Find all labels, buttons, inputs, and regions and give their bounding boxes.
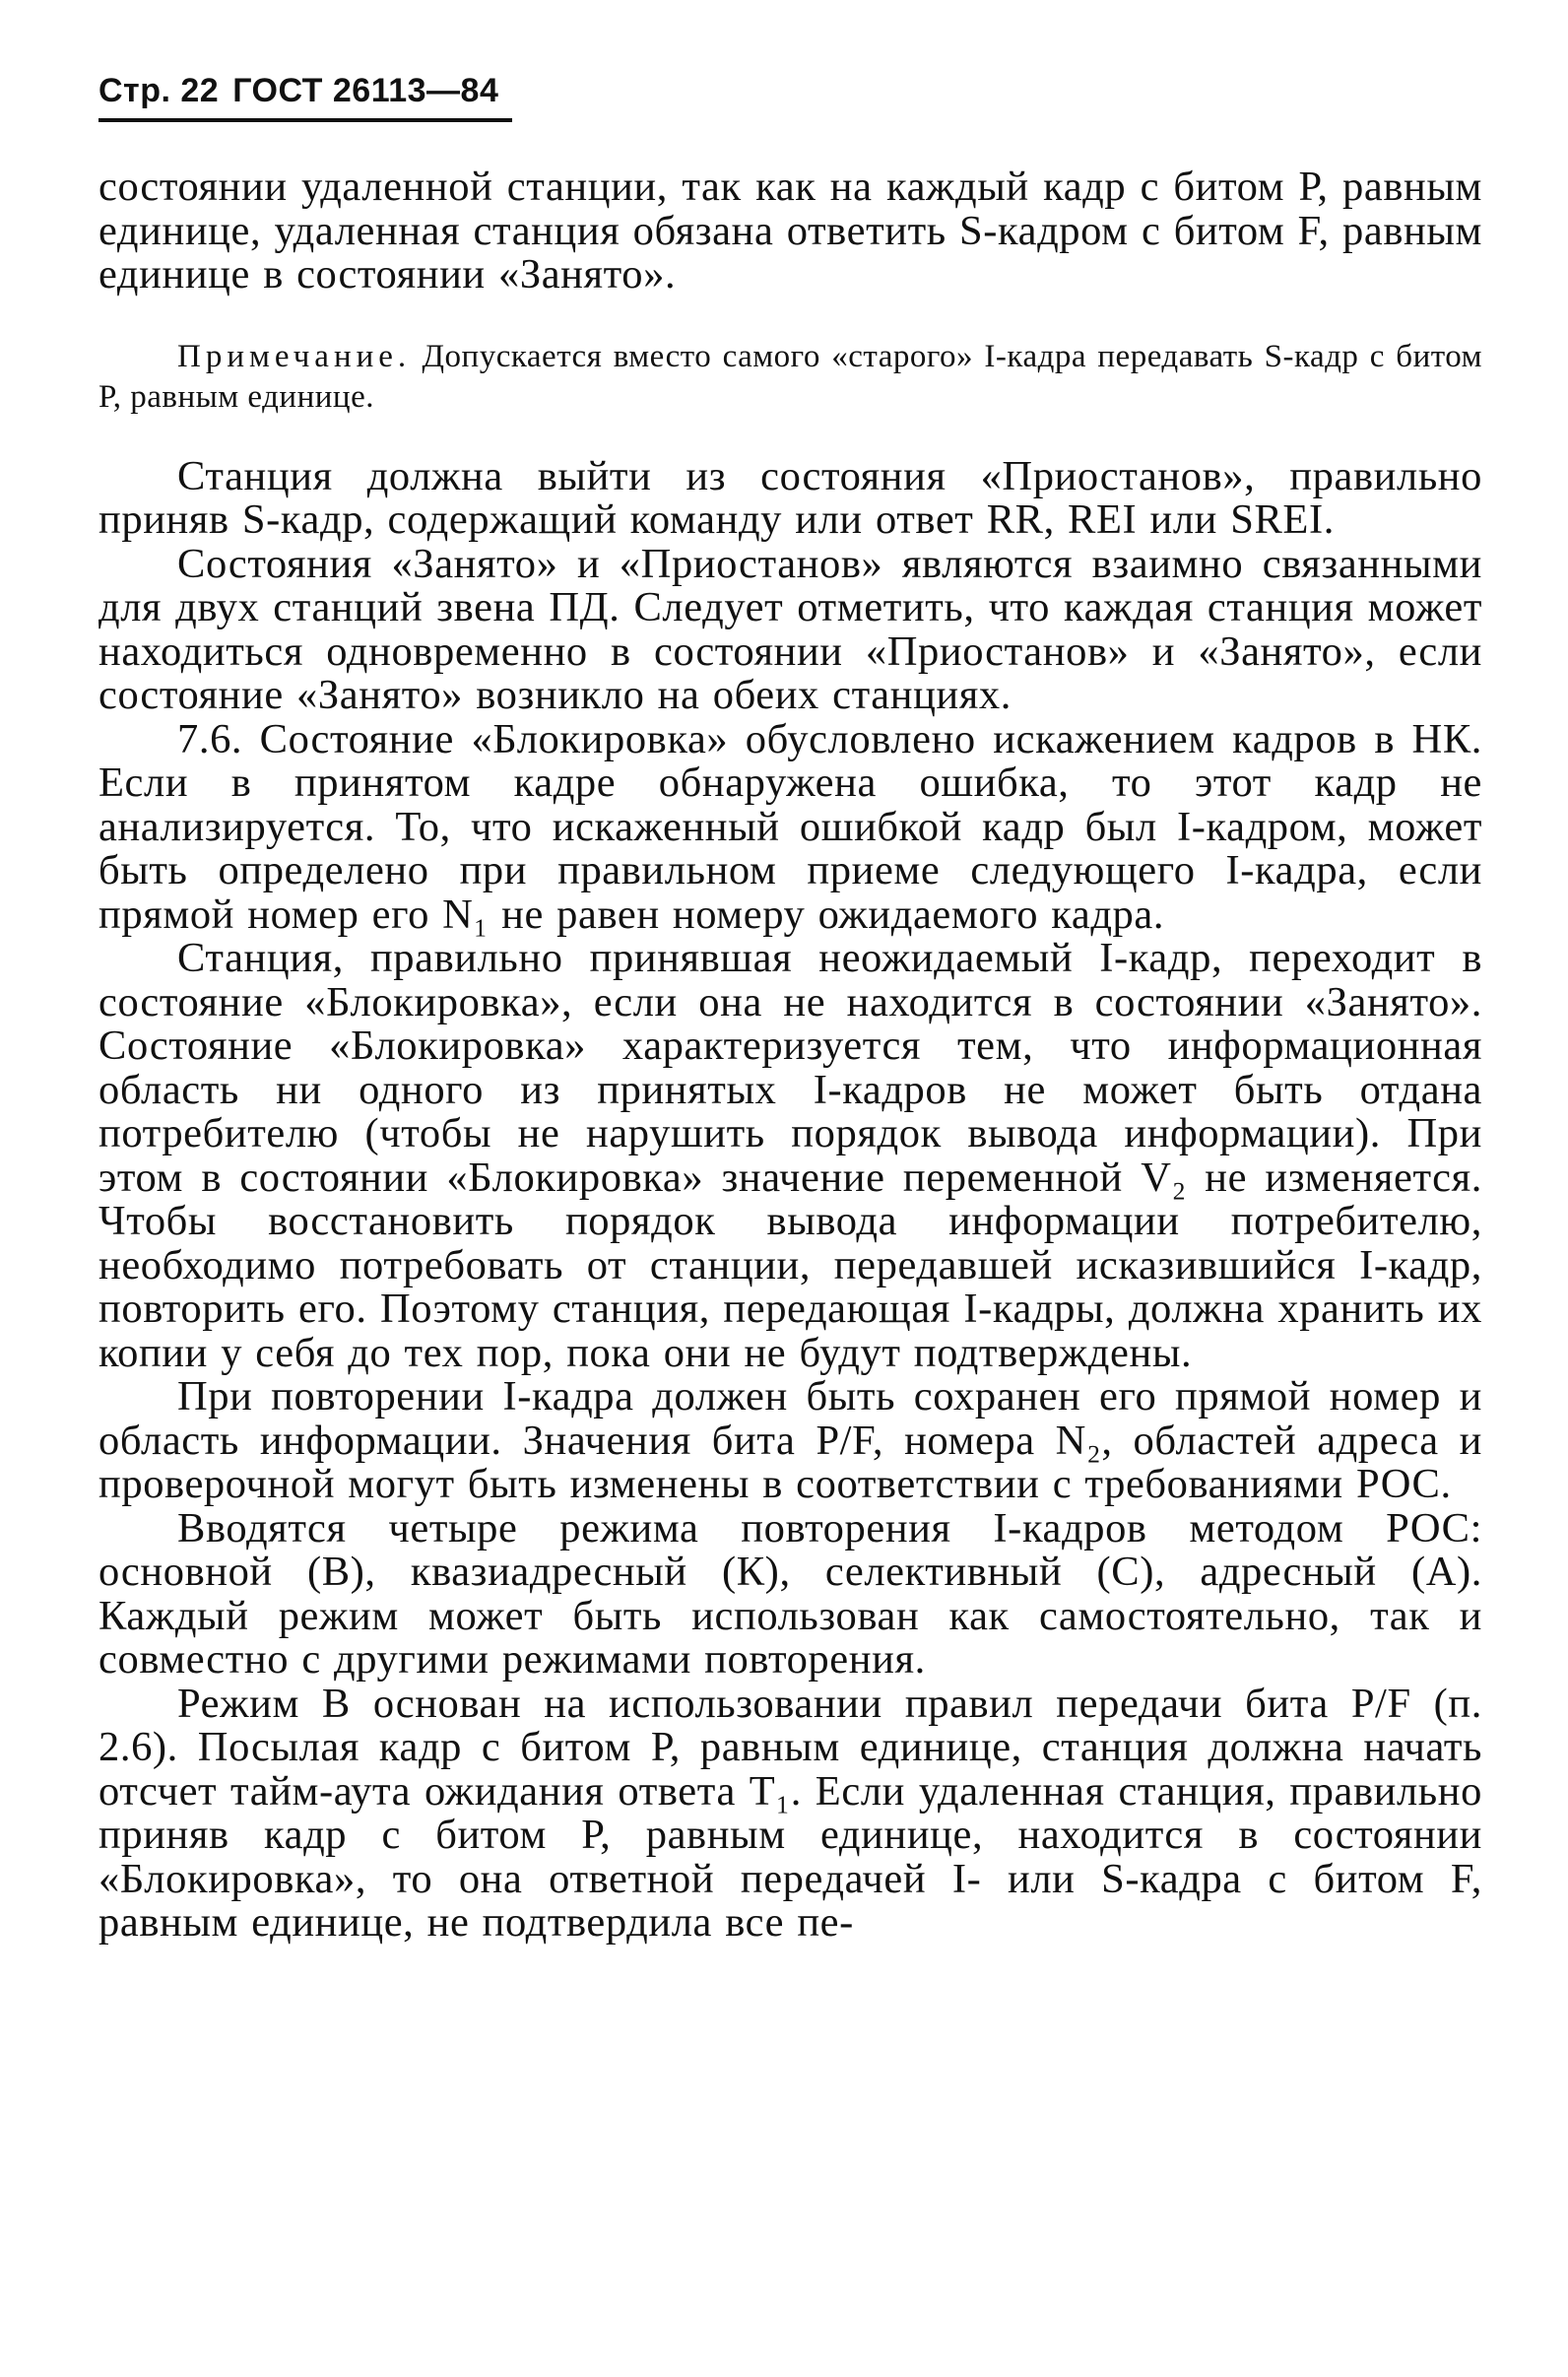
standard-designation: ГОСТ 26113—84 — [232, 72, 499, 109]
paragraph: Вводятся четыре режима повторения I-кадров методом РОС: основной (В), квазиадресный (К), селективный (С), адресный (А). Каждый режим может быть использован как самостоятельно, так и совместно с другими режимами повторения. — [98, 1504, 1482, 1683]
paragraph: Станция должна выйти из состояния «Приостанов», правильно приняв S-кадр, содержащий команду или ответ RR, REI или SREI. — [98, 452, 1482, 543]
paragraph: При повторении I-кадра должен быть сохранен его прямой номер и область информации. Значения бита P/F, номера N₂, областей адреса и проверочной могут быть изменены в соответствии с требованиями РОС. — [98, 1373, 1482, 1507]
note-label: Примечание. — [177, 338, 412, 374]
page-number-label: Стр. 22 — [98, 72, 220, 109]
section-7-6-paragraph: 7.6. Состояние «Блокировка» обусловлено искажением кадров в НК. Если в принятом кадре обнаружена ошибка, то этот кадр не анализируется. То, что искаженный ошибкой кадр был I-кадром, может быть определено при правильном приеме следующего I-кадра, если прямой номер его N₁ не равен номеру ожидаемого кадра. — [98, 715, 1482, 938]
paragraph: Режим В основан на использовании правил передачи бита P/F (п. 2.6). Посылая кадр с битом Р, равным единице, станция должна начать отсчет тайм-аута ожидания ответа T₁. Если удаленная станция, правильно приняв кадр с битом Р, равным единице, находится в состоянии «Блокировка», то она ответной передачей I- или S-кадра с битом F, равным единице, не подтвердила все пе- — [98, 1680, 1482, 1946]
page-header — [98, 71, 1482, 110]
note — [98, 337, 1482, 418]
continued-paragraph: состоянии удаленной станции, так как на каждый кадр с битом Р, равным единице, удаленная станция обязана ответить S-кадром с битом F, равным единице в состоянии «Занято». — [98, 164, 1482, 297]
paragraph: Станция, правильно принявшая неожидаемый I-кадр, переходит в состояние «Блокировка», если она не находится в состоянии «Занято». Состояние «Блокировка» характеризуется тем, что информационная область ни одного из принятых I-кадров не может быть отдана потребителю (чтобы не нарушить порядок вывода информации). При этом в состоянии «Блокировка» значение переменной V₂ не изменяется. Чтобы восстановить порядок вывода информации потребителю, необходимо потребовать от станции, передавшей исказившийся I-кадр, повторить его. Поэтому станция, передающая I-кадры, должна хранить их копии у себя до тех пор, пока они не будут подтверждены. — [98, 935, 1482, 1376]
header-rule — [98, 118, 512, 122]
document-page — [98, 71, 1482, 1946]
note-text: Допускается вместо самого «старого» I-кадра передавать S-кадр с битом Р, равным единице. — [98, 338, 1482, 415]
paragraph: Состояния «Занято» и «Приостанов» являются взаимно связанными для двух станций звена ПД. Следует отметить, что каждая станция может находиться одновременно в состоянии «Приостанов» и «Занято», если состояние «Занято» возникло на обеих станциях. — [98, 540, 1482, 718]
